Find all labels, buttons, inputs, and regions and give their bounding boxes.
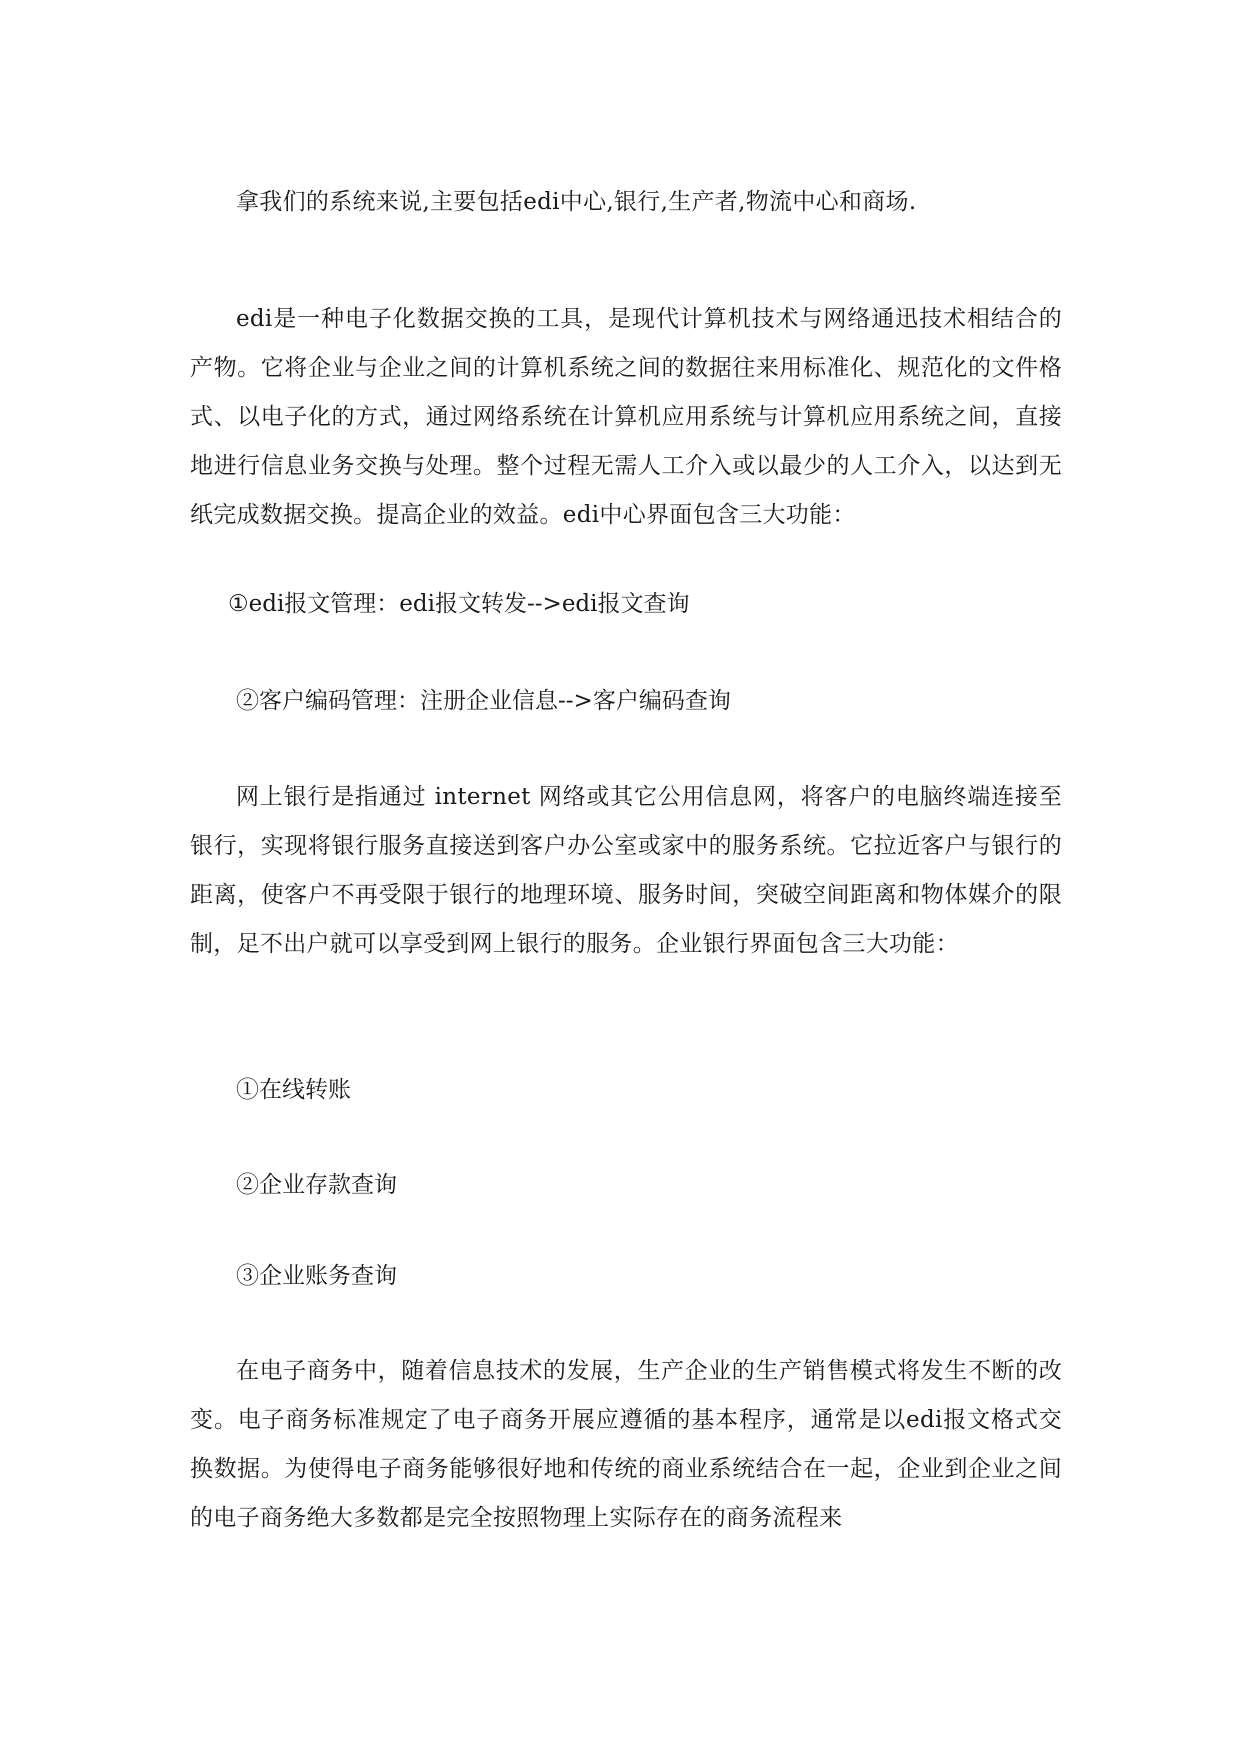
bank-function-item-2: ②企业存款查询 [236, 1172, 397, 1198]
paragraph-online-banking: 网上银行是指通过 internet 网络或其它公用信息网，将客户的电脑终端连接至银行，实现将银行服务直接送到客户办公室或家中的服务系统。它拉近客户与银行的距离，使客户不再受限于银行的地理环境、服务时间，突破空间距离和物体媒介的限制，足不出户就可以享受到网上银行的服务。企业银行界面包含三大功能： [190, 784, 1062, 957]
edi-function-item-2: ②客户编码管理：注册企业信息-->客户编码查询 [236, 688, 731, 714]
paragraph-edi-description: edi是一种电子化数据交换的工具，是现代计算机技术与网络通迅技术相结合的产物。它将企业与企业之间的计算机系统之间的数据往来用标准化、规范化的文件格式、以电子化的方式，通过网络系统在计算机应用系统与计算机应用系统之间，直接地进行信息业务交换与处理。整个过程无需人工介入或以最少的人工介入，以达到无纸完成数据交换。提高企业的效益。edi中心界面包含三大功能： [190, 306, 1062, 528]
bank-function-item-1: ①在线转账 [236, 1077, 351, 1103]
edi-function-item-1: ①edi报文管理：edi报文转发-->edi报文查询 [228, 591, 690, 617]
bank-function-item-3: ③企业账务查询 [236, 1263, 397, 1289]
paragraph-ecommerce: 在电子商务中，随着信息技术的发展，生产企业的生产销售模式将发生不断的改变。电子商务标准规定了电子商务开展应遵循的基本程序，通常是以edi报文格式交换数据。为使得电子商务能够很好地和传统的商业系统结合在一起，企业到企业之间的电子商务绝大多数都是完全按照物理上实际存在的商务流程来 [190, 1358, 1062, 1531]
paragraph-system-overview: 拿我们的系统来说,主要包括edi中心,银行,生产者,物流中心和商场. [236, 189, 917, 215]
